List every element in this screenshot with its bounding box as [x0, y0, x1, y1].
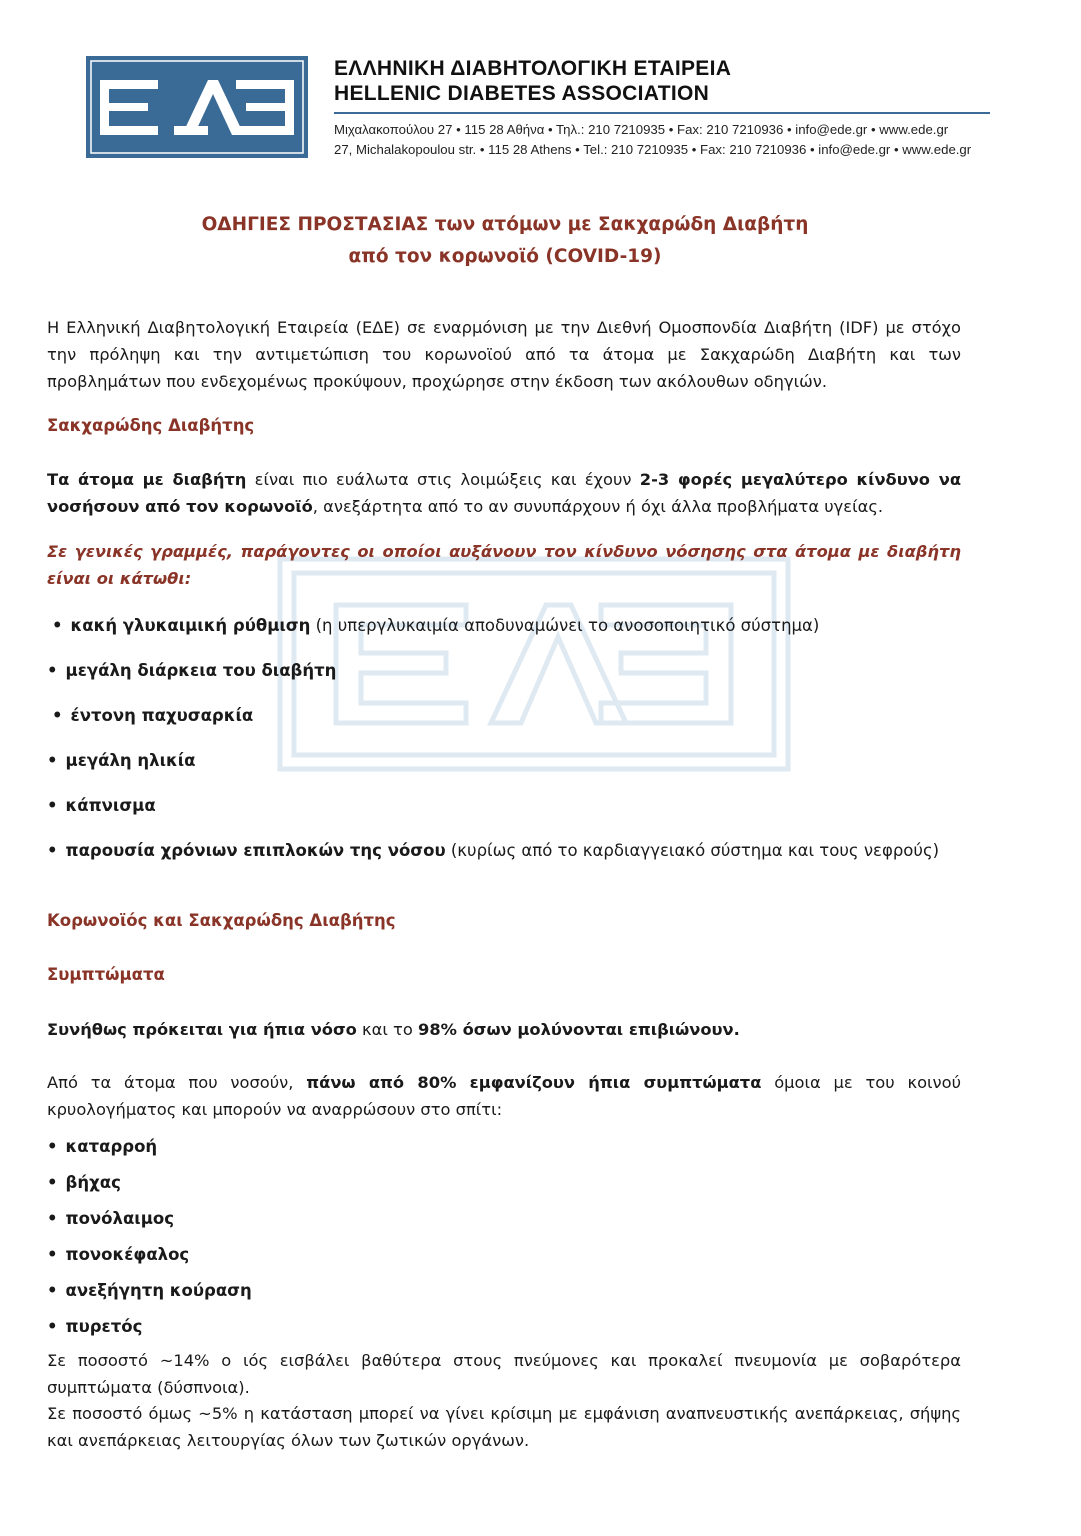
header-divider: [334, 112, 990, 114]
list-item: • πυρετός: [47, 1317, 143, 1336]
list-item: • πονοκέφαλος: [47, 1245, 190, 1264]
list-item: • παρουσία χρόνιων επιπλοκών της νόσου (κυρίως από το καρδιαγγειακό σύστημα και τους νεφρούς): [47, 841, 940, 860]
document-title-line-1: ΟΔΗΓΙΕΣ ΠΡΟΣΤΑΣΙΑΣ των ατόμων με Σακχαρώδη Διαβήτη: [201, 214, 809, 235]
org-name-greek: ΕΛΛΗΝΙΚΗ ΔΙΑΒΗΤΟΛΟΓΙΚΗ ΕΤΑΙΡΕΙΑ: [334, 57, 732, 80]
risk-factors-heading: Σε γενικές γραμμές, παράγοντες οι οποίοι αυξάνουν τον κίνδυνο νόσησης στα άτομα με διαβήτη είναι οι κάτωθι:: [47, 542, 961, 588]
org-name-english: HELLENIC DIABETES ASSOCIATION: [334, 82, 710, 105]
list-item: • έντονη παχυσαρκία: [52, 706, 254, 725]
symptoms-paragraph: Από τα άτομα που νοσούν, πάνω από 80% εμφανίζουν ήπια συμπτώματα όμοια με του κοινού κρυολογήματος και μπορούν να αναρρώσουν στο σπίτι:: [47, 1073, 962, 1119]
heading-corona-diabetes: Κορωνοϊός και Σακχαρώδης Διαβήτης: [47, 911, 396, 930]
severity-14-paragraph: Σε ποσοστό ~14% ο ιός εισβάλει βαθύτερα στους πνεύμονες και προκαλεί πνευμονία με σοβαρότερα συμπτώματα (δύσπνοια).: [47, 1351, 961, 1397]
list-item: • μεγάλη ηλικία: [47, 751, 196, 770]
list-item: • μεγάλη διάρκεια του διαβήτη: [47, 661, 337, 680]
list-item: • καταρροή: [47, 1137, 158, 1156]
list-item: • κάπνισμα: [47, 796, 156, 815]
list-item: • κακή γλυκαιμική ρύθμιση (η υπεργλυκαιμία αποδυναμώνει το ανοσοποιητικό σύστημα): [52, 616, 820, 635]
list-item: • ανεξήγητη κούραση: [47, 1281, 252, 1300]
document-title-line-2: από τον κορωνοϊό (COVID-19): [348, 246, 662, 267]
intro-paragraph: Η Ελληνική Διαβητολογική Εταιρεία (ΕΔΕ) σε εναρμόνιση με την Διεθνή Ομοσπονδία Διαβήτη (IDF) με στόχο την πρόληψη και την αντιμετώπιση του κορωνοϊού από τα άτομα με Σακχαρώδη Διαβήτη και των προβλημάτων που ενδεχομένως προκύψουν, προχώρησε στην έκδοση των ακόλουθων οδηγιών.: [47, 318, 961, 391]
risk-paragraph: Τα άτομα με διαβήτη είναι πιο ευάλωτα στις λοιμώξεις και έχουν 2-3 φορές μεγαλύτερο κίνδυνο να νοσήσουν από τον κορωνοϊό, ανεξάρτητα από το αν συνυπάρχουν ή όχι άλλα προβλήματα υγείας.: [47, 470, 961, 516]
address-english: 27, Michalakopoulou str. • 115 28 Athens • Tel.: 210 7210935 • Fax: 210 7210936 • info@ede.gr • www.ede.gr: [334, 142, 972, 157]
address-greek: Μιχαλακοπούλου 27 • 115 28 Αθήνα • Τηλ.: 210 7210935 • Fax: 210 7210936 • info@ede.gr • www.ede.gr: [334, 122, 949, 137]
severity-5-paragraph: Σε ποσοστό όμως ~5% η κατάσταση μπορεί να γίνει κρίσιμη με εμφάνιση αναπνευστικής ανεπάρκειας, σήψης και ανεπάρκειας λειτουργίας όλων των ζωτικών οργάνων.: [47, 1404, 961, 1450]
heading-symptoms: Συμπτώματα: [47, 965, 165, 984]
ede-logo: [86, 56, 308, 158]
list-item: • βήχας: [47, 1173, 121, 1192]
heading-diabetes: Σακχαρώδης Διαβήτης: [47, 416, 255, 435]
mild-disease-paragraph: Συνήθως πρόκειται για ήπια νόσο και το 98% όσων μολύνονται επιβιώνουν.: [47, 1020, 740, 1039]
list-item: • πονόλαιμος: [47, 1209, 174, 1228]
